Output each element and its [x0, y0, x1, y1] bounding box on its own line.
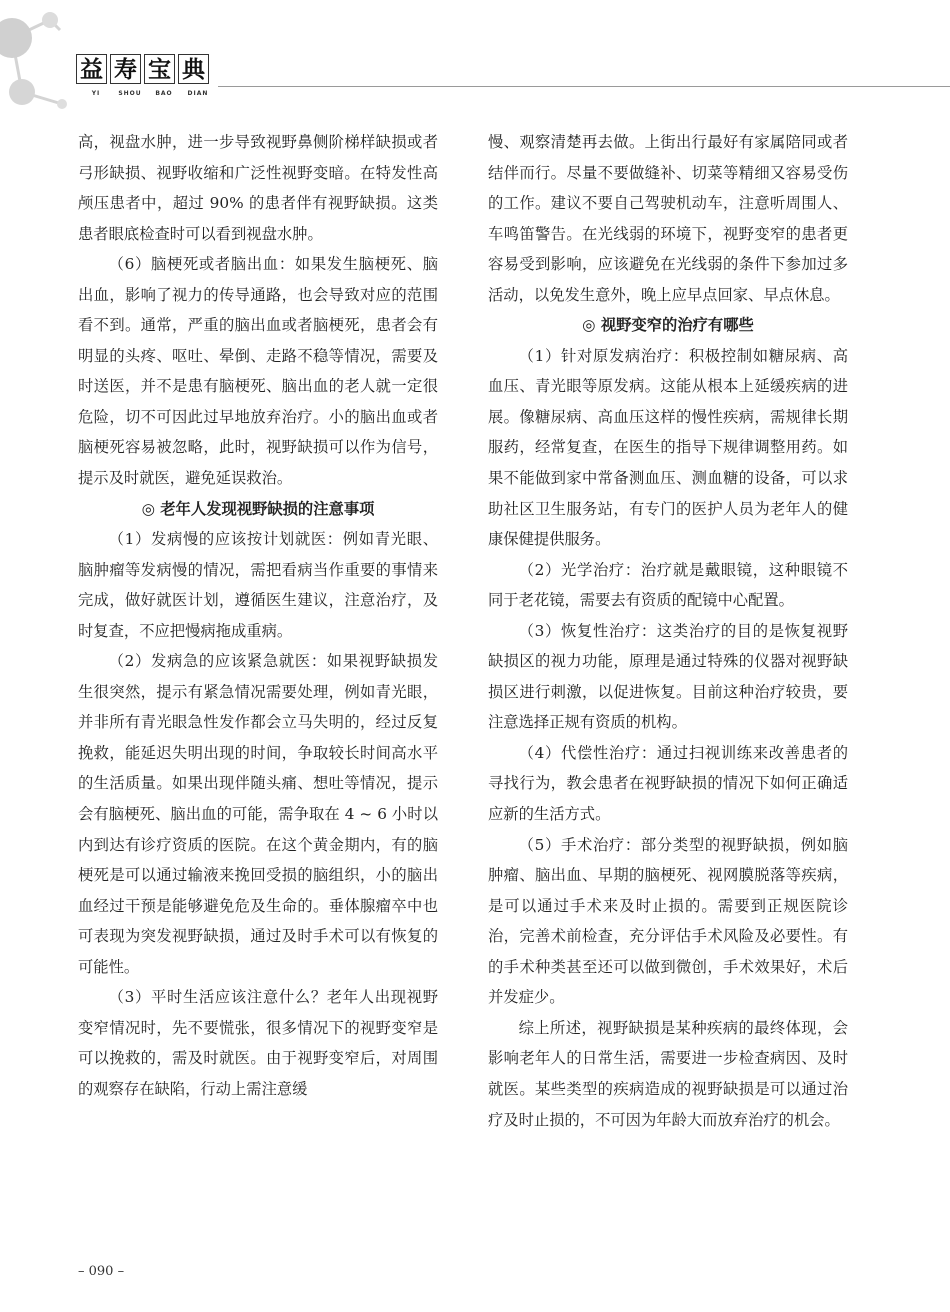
paragraph: （2）光学治疗：治疗就是戴眼镜，这种眼镜不同于老花镜，需要去有资质的配镜中心配置。 [488, 560, 848, 610]
paragraph: 高，视盘水肿，进一步导致视野鼻侧阶梯样缺损或者弓形缺损、视野收缩和广泛性视野变暗。在特发性高颅压患者中，超过 90% 的患者伴有视野缺损。这类患者眼底检查时可以看到视盘水肿。 [78, 133, 438, 243]
logo-char: 典 [178, 54, 209, 84]
paragraph: （3）平时生活应该注意什么？老年人出现视野变窄情况时，先不要慌张，很多情况下的视野变窄是可以挽救的，需及时就医。由于视野变窄后，对周围的观察存在缺陷，行动上需注意缓 [78, 988, 438, 1098]
paragraph: （4）代偿性治疗：通过扫视训练来改善患者的寻找行为，教会患者在视野缺损的情况下如何正确适应新的生活方式。 [488, 743, 848, 824]
left-column [78, 127, 438, 1105]
paragraph: （2）发病急的应该紧急就医：如果视野缺损发生很突然，提示有紧急情况需要处理，例如青光眼，并非所有青光眼急性发作都会立马失明的，经过反复挽救，能延迟失明出现的时间，争取较长时间高水平的生活质量。如果出现伴随头痛、想吐等情况，提示会有脑梗死、脑出血的可能，需争取在 4 ~ 6 小时以内到达有诊疗资质的医院。在这个黄金期内，有的脑梗死是可以通过输液来挽回受损的脑组织，小的脑出血经过干预是能够避免危及生命的。垂体腺瘤卒中也可表现为突发视野缺损，通过及时手术可以有恢复的可能性。 [78, 652, 438, 976]
series-logo [76, 54, 209, 84]
logo-char: 益 [76, 54, 107, 84]
logo-char: 宝 [144, 54, 175, 84]
logo-pinyin [79, 90, 215, 97]
paragraph: （5）手术治疗：部分类型的视野缺损，例如脑肿瘤、脑出血、早期的脑梗死、视网膜脱落等疾病，是可以通过手术来及时止损的。需要到正规医院诊治，完善术前检查，充分评估手术风险及必要性。有的手术种类甚至还可以做到微创，手术效果好，术后并发症少。 [488, 835, 848, 1007]
header-rule [218, 86, 950, 87]
paragraph: 综上所述，视野缺损是某种疾病的最终体现，会影响老年人的日常生活，需要进一步检查病因、及时就医。某些类型的疾病造成的视野缺损是可以通过治疗及时止损的，不可因为年龄大而放弃治疗的机会。 [488, 1018, 848, 1129]
paragraph: （1）发病慢的应该按计划就医：例如青光眼、脑肿瘤等发病慢的情况，需把看病当作重要的事情来完成，做好就医计划，遵循医生建议，注意治疗，及时复查，不应把慢病拖成重病。 [78, 530, 438, 640]
logo-pinyin-syllable: BAO [155, 90, 173, 97]
logo-char: 寿 [110, 54, 141, 84]
section-heading: ◎ 视野变窄的治疗有哪些 [582, 316, 754, 335]
paragraph: 慢、观察清楚再去做。上街出行最好有家属陪同或者结伴而行。尽量不要做缝补、切菜等精细又容易受伤的工作。建议不要自己驾驶机动车，注意听周围人、车鸣笛警告。在光线弱的环境下，视野变窄的患者更容易受到影响，应该避免在光线弱的条件下参加过多活动，以免发生意外，晚上应早点回家、早点休息。 [488, 133, 848, 304]
paragraph: （1）针对原发病治疗：积极控制如糖尿病、高血压、青光眼等原发病。这能从根本上延缓疾病的进展。像糖尿病、高血压这样的慢性疾病，需规律长期服药，经常复查，在医生的指导下规律调整用药。如果不能做到家中常备测血压、测血糖的设备，可以求助社区卫生服务站，有专门的医护人员为老年人的健康保健提供服务。 [488, 346, 848, 549]
page-number: – 090 – [78, 1264, 125, 1279]
right-column [488, 127, 848, 1135]
paragraph: （6）脑梗死或者脑出血：如果发生脑梗死、脑出血，影响了视力的传导通路，也会导致对应的范围看不到。通常，严重的脑出血或者脑梗死，患者会有明显的头疼、呕吐、晕倒、走路不稳等情况，需要及时送医，并不是患有脑梗死、脑出血的老人就一定很危险，切不可因此过早地放弃治疗。小的脑出血或者脑梗死容易被忽略，此时，视野缺损可以作为信号，提示及时就医，避免延误救治。 [78, 255, 438, 488]
logo-pinyin-syllable: DIAN [187, 90, 209, 97]
logo-pinyin-syllable: SHOU [118, 90, 142, 97]
paragraph: （3）恢复性治疗：这类治疗的目的是恢复视野缺损区的视力功能，原理是通过特殊的仪器对视野缺损区进行刺激，以促进恢复。目前这种治疗较贵，要注意选择正规有资质的机构。 [488, 621, 848, 732]
section-heading: ◎ 老年人发现视野缺损的注意事项 [141, 499, 375, 518]
logo-pinyin-syllable: YI [91, 90, 101, 97]
